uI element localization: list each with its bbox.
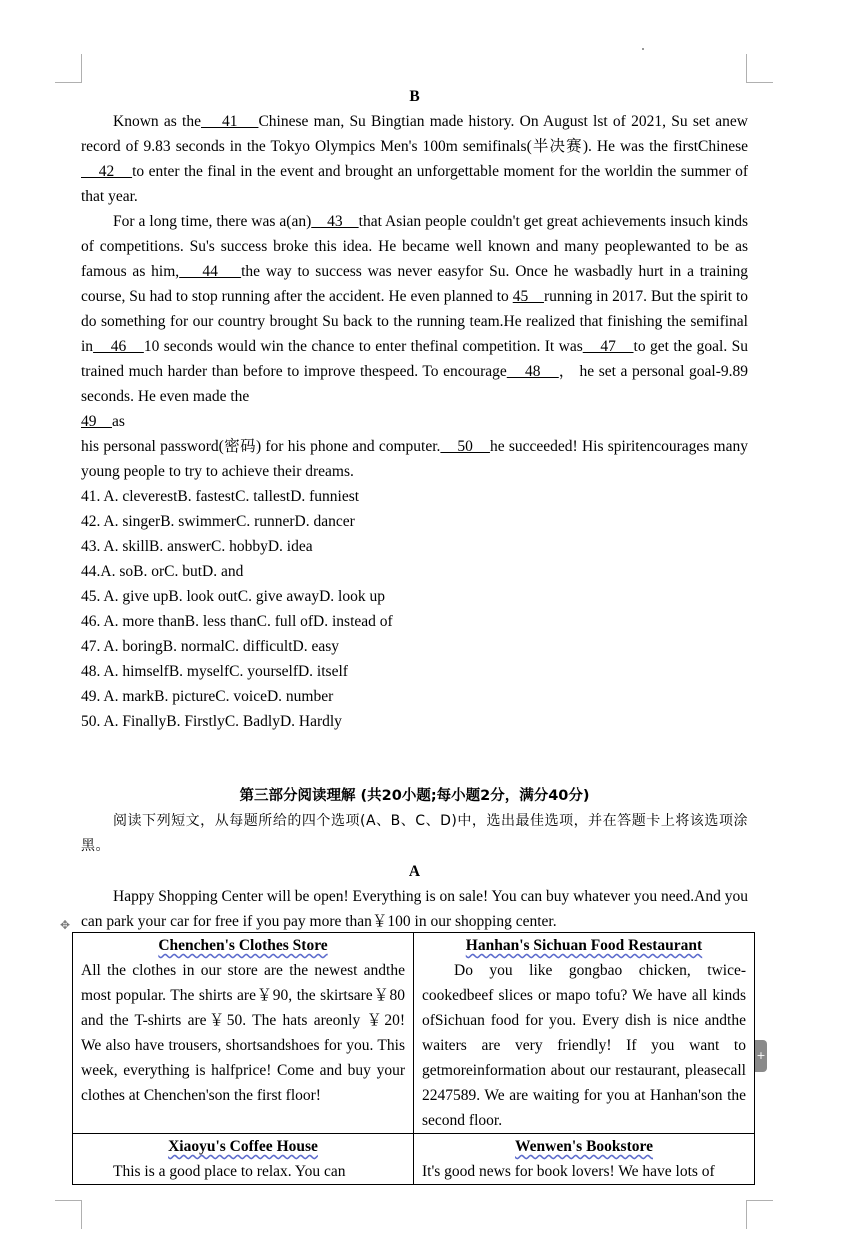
stores-table bbox=[72, 932, 755, 1185]
blank-41: 41 bbox=[200, 113, 259, 130]
option-line-49: 49. A. markB. pictureC. voiceD. number bbox=[81, 688, 334, 705]
section-b-heading: B bbox=[409, 88, 420, 105]
text-run: he succeeded! His spiritencourages many young people to try to achieve their dreams. bbox=[81, 438, 748, 480]
table-row bbox=[73, 933, 755, 1134]
blank-49: 49 bbox=[81, 413, 112, 430]
crop-mark-top-left bbox=[55, 54, 82, 83]
crop-mark-top-right bbox=[746, 54, 773, 83]
crop-mark-bottom-right bbox=[746, 1200, 773, 1229]
page-dot bbox=[642, 48, 644, 50]
table-cell-wenwen bbox=[414, 1134, 755, 1185]
store-name-chenchen: Chenchen's Clothes Store bbox=[158, 937, 328, 954]
text-run: the way to success was never easyfor Su. Once he wasbadly hurt in a training course, Su had to stop running after the accident. He even planned to bbox=[81, 263, 749, 305]
blank-50: 50 bbox=[440, 438, 490, 455]
table-cell-chenchen bbox=[73, 933, 414, 1134]
blank-48: 48 bbox=[506, 363, 559, 380]
text-run: as bbox=[112, 413, 125, 430]
text-run: to enter the final in the event and brought an unforgettable moment for the worldin the summer of that year. bbox=[81, 163, 748, 205]
blank-46: 46 bbox=[93, 338, 144, 355]
part3-instructions: 阅读下列短文，从每题所给的四个选项(A、B、C、D)中，选出最佳选项，并在答题卡上将该选项涂黑。 bbox=[81, 813, 748, 854]
table-row bbox=[73, 1134, 755, 1185]
add-row-plus-icon[interactable]: + bbox=[755, 1040, 767, 1072]
text-run: For a long time, there was a(an) bbox=[113, 213, 312, 230]
crop-mark-bottom-left bbox=[55, 1200, 82, 1229]
text-run: 10 seconds would win the chance to enter thefinal competition. It was bbox=[143, 338, 583, 355]
store-name-xiaoyu: Xiaoyu's Coffee House bbox=[168, 1138, 318, 1155]
store-text-wenwen: It's good news for book lovers! We have lots of bbox=[422, 1163, 715, 1180]
store-name-wenwen: Wenwen's Bookstore bbox=[515, 1138, 653, 1155]
passage-b-paragraph-1 bbox=[81, 109, 748, 209]
section-a-heading: A bbox=[408, 863, 421, 880]
store-name-hanhan: Hanhan's Sichuan Food Restaurant bbox=[465, 937, 703, 954]
option-line-46: 46. A. more thanB. less thanC. full ofD. instead of bbox=[81, 613, 393, 630]
option-line-43: 43. A. skillB. answerC. hobbyD. idea bbox=[81, 538, 313, 555]
text-run: running in 2017. But the spirit to do something for our country brought Su back to the running team.He realized that finishing the semifinal in bbox=[81, 288, 749, 355]
option-line-48: 48. A. himselfB. myselfC. yourselfD. itself bbox=[81, 663, 348, 680]
option-line-47: 47. A. boringB. normalC. difficultD. easy bbox=[81, 638, 340, 655]
option-line-50: 50. A. FinallyB. FirstlyC. BadlyD. Hardly bbox=[81, 713, 342, 730]
blank-43: 43 bbox=[311, 213, 359, 230]
option-line-42: 42. A. singerB. swimmerC. runnerD. dancer bbox=[81, 513, 355, 530]
document-body bbox=[81, 84, 748, 934]
table-move-handle-icon[interactable]: ✥ bbox=[59, 918, 71, 932]
blank-45: 45 bbox=[512, 288, 544, 305]
text-run: Known as the bbox=[113, 113, 201, 130]
store-text-xiaoyu: This is a good place to relax. You can bbox=[113, 1163, 346, 1180]
part3-title: 第三部分阅读理解 (共20小题;每小题2分，满分40分) bbox=[239, 788, 590, 804]
store-text-hanhan: Do you like gongbao chicken, twice-cookedbeef slices or mapo tofu? We have all kinds ofSichuan food for you. Every dish is nice andthe waiters are very friendly! If you want to getmoreinformation about our restaurant, pleasecall 2247589. We are waiting for you at Hanhan'son the second floor. bbox=[422, 962, 746, 1129]
passage-b-paragraph-2 bbox=[81, 209, 748, 434]
passage-b-paragraph-3 bbox=[81, 434, 748, 484]
blank-47: 47 bbox=[582, 338, 634, 355]
text-run: Chinese man, Su Bingtian made history. On August lst of 2021, Su set anew record of 9.83 seconds in the Tokyo Olympics Men's 100m semifinals(半决赛). He was the firstChinese bbox=[81, 113, 748, 155]
text-run: his personal password(密码) for his phone and computer. bbox=[81, 438, 441, 455]
option-line-45: 45. A. give upB. look outC. give awayD. look up bbox=[81, 588, 385, 605]
spacer bbox=[81, 734, 748, 784]
option-line-44: 44.A. soB. orC. butD. and bbox=[81, 563, 244, 580]
table-cell-xiaoyu bbox=[73, 1134, 414, 1185]
option-line-41: 41. A. cleverestB. fastestC. tallestD. funniest bbox=[81, 488, 360, 505]
blank-42: 42 bbox=[81, 163, 133, 180]
text-run: that Asian people couldn't get great achievements insuch kinds of competitions. Su's success broke this idea. He became well known and many peoplewanted to be as famous as him, bbox=[81, 213, 749, 280]
section-a-intro: Happy Shopping Center will be open! Everything is on sale! You can buy whatever you need.And you can park your car for free if you pay more than￥100 in our shopping center. bbox=[81, 888, 748, 930]
blank-44: 44 bbox=[179, 263, 242, 280]
table-cell-hanhan bbox=[414, 933, 755, 1134]
store-text-chenchen: All the clothes in our store are the newest andthe most popular. The shirts are￥90, the skirtsare￥80 and the T-shirts are￥50. The hats areonly ￥20! We also have trousers, shortsandshoes for you. This week, everything is halfprice! Come and buy your clothes at Chenchen'son the first floor! bbox=[81, 962, 405, 1104]
text-run: to get the goal. Su trained much harder than before to improve thespeed. To encourage bbox=[81, 338, 749, 380]
text-run: ， he set a personal goal-9.89 seconds. He even made the bbox=[81, 363, 749, 405]
answer-options bbox=[81, 484, 748, 734]
